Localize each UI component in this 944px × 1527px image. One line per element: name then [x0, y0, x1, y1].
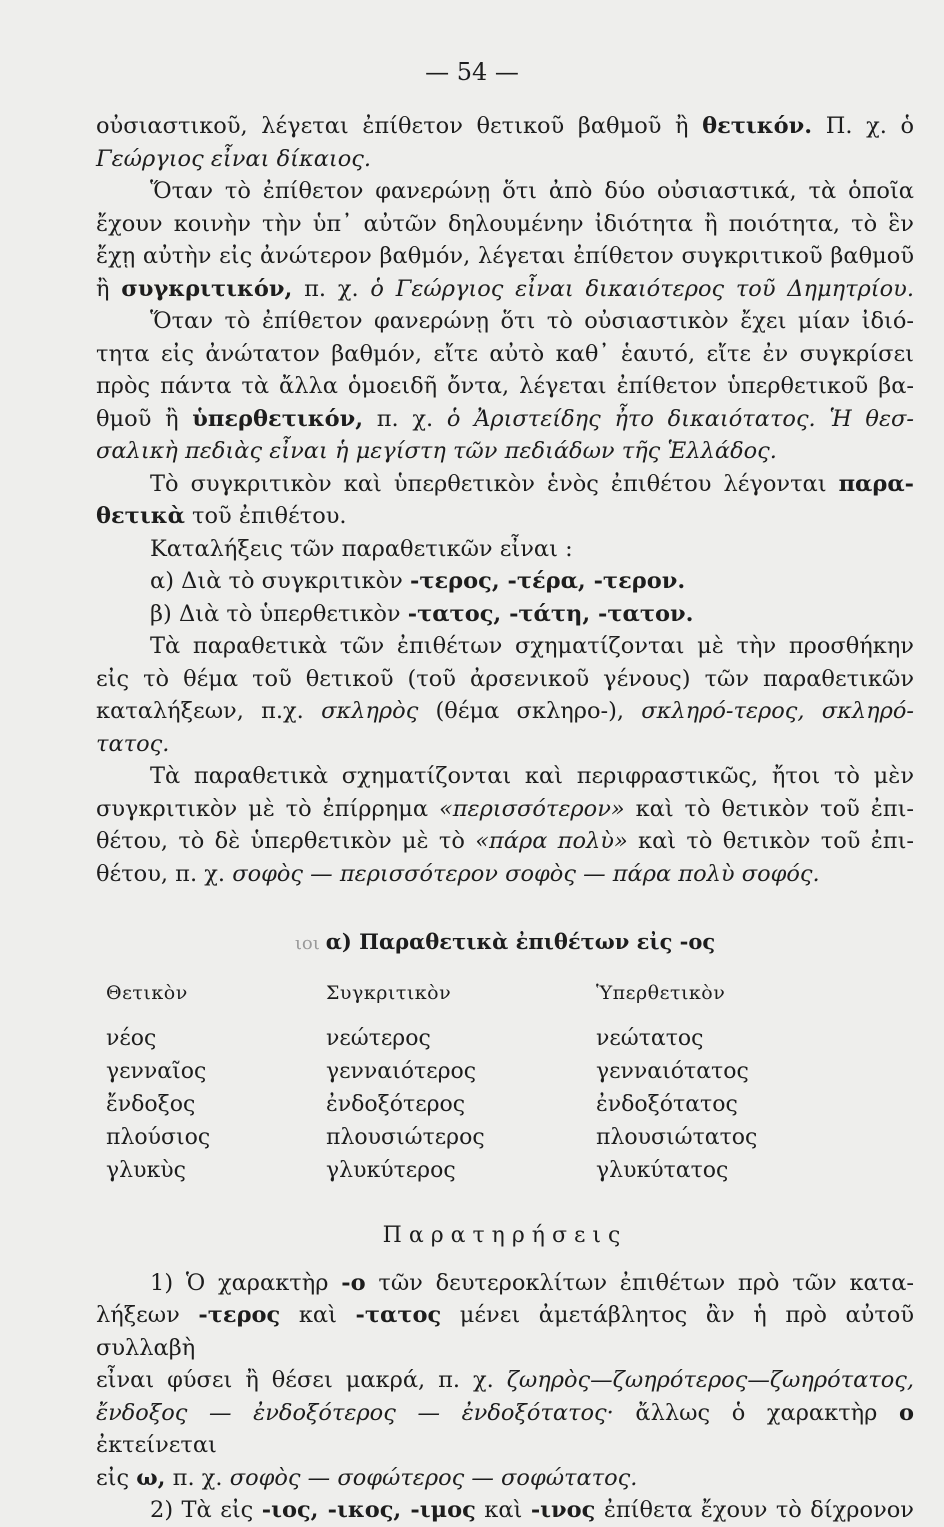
table-header-row	[106, 977, 836, 1024]
text-line: θετικὰ τοῦ ἐπιθέτου.	[96, 503, 347, 529]
text-line: συγκριτικὸν μὲ τὸ ἐπίρρημα «περισσότερον» καὶ τὸ θετικὸν τοῦ ἐπι-	[96, 795, 915, 822]
table-cell: γλυκύτερος	[326, 1158, 456, 1183]
stray-print-mark: ιοι	[294, 933, 320, 954]
table-cell: γλυκύτατος	[596, 1158, 729, 1183]
column-header: Θετικὸν	[106, 981, 188, 1004]
table-cell: ἐνδοξότατος	[596, 1092, 738, 1117]
table-cell: γενναιότατος	[596, 1059, 749, 1084]
text-line: β) Διὰ τὸ ὑπερθετικὸν -τατος, -τάτη, -τατον.	[150, 600, 694, 627]
text-line: ἔνδοξος — ἐνδοξότερος — ἐνδοξότατος· ἄλλως ὁ χαρακτὴρ ο ἐκτείνεται	[96, 1399, 915, 1458]
table-cell: νεώτερος	[326, 1026, 431, 1051]
table-row	[106, 1122, 836, 1155]
table-row	[106, 1023, 836, 1056]
page-number: — 54 —	[425, 58, 519, 86]
table-cell: γενναιότερος	[326, 1059, 477, 1084]
text-line: Γεώργιος εἶναι δίκαιος.	[96, 145, 372, 172]
spacer	[96, 890, 914, 918]
text-line: λήξεων -τερος καὶ -τατος μένει ἀμετάβλητος ἂν ἡ πρὸ αὐτοῦ συλλαβὴ	[96, 1302, 915, 1361]
text-line: ἢ συγκριτικόν, π. χ. ὁ Γεώργιος εἶναι δικαιότερος τοῦ Δημητρίου.	[96, 275, 914, 302]
text-line: Τὰ παραθετικὰ σχηματίζονται καὶ περιφραστικῶς, ἤτοι τὸ μὲν	[150, 763, 914, 789]
table-cell: πλουσιώτερος	[326, 1125, 485, 1150]
text-line: εἰς ω, π. χ. σοφὸς — σοφώτερος — σοφώτατος.	[96, 1464, 638, 1491]
text-line: πρὸς πάντα τὰ ἄλλα ὁμοειδῆ ὄντα, λέγεται ἐπίθετον ὑπερθετικοῦ βα-	[96, 373, 914, 399]
page-body	[96, 110, 914, 1527]
text-line: Καταλήξεις τῶν παραθετικῶν εἶναι :	[150, 535, 573, 562]
text-line: ἔχῃ αὐτὴν εἰς ἀνώτερον βαθμόν, λέγεται ἐπίθετον συγκριτικοῦ βαθμοῦ	[96, 243, 914, 269]
text-line: Ὅταν τὸ ἐπίθετον φανερώνῃ ὅτι τὸ οὐσιαστικὸν ἔχει μίαν ἰδιό-	[150, 308, 914, 334]
table-cell: πλουσιώτατος	[596, 1125, 758, 1150]
text-line: θέτου, π. χ. σοφὸς — περισσότερον σοφὸς — πάρα πολὺ σοφός.	[96, 860, 820, 887]
text-line: εἶναι φύσει ἢ θέσει μακρά, π. χ. ζωηρὸς—ζωηρότερος—ζωηρότατος,	[96, 1367, 915, 1393]
text-line: α) Διὰ τὸ συγκριτικὸν -τερος, -τέρα, -τερον.	[150, 568, 686, 594]
comparison-table	[106, 977, 836, 1189]
text-line: Τὸ συγκριτικὸν καὶ ὑπερθετικὸν ἑνὸς ἐπιθέτου λέγονται παρα-	[150, 470, 914, 497]
table-cell: γενναῖος	[106, 1059, 207, 1084]
table-cell: πλούσιος	[106, 1125, 211, 1150]
table-row	[106, 1089, 836, 1122]
table-cell: ἐνδοξότερος	[326, 1092, 466, 1117]
column-header: Ὑπερθετικὸν	[596, 981, 726, 1004]
table-row	[106, 1056, 836, 1089]
text-line: θέτου, τὸ δὲ ὑπερθετικὸν μὲ τὸ «πάρα πολὺ» καὶ τὸ θετικὸν τοῦ ἐπι-	[96, 828, 915, 854]
text-line: σαλικὴ πεδιὰς εἶναι ἡ μεγίστη τῶν πεδιάδων τῆς Ἑλλάδος.	[96, 438, 777, 464]
text-line: ἔχουν κοινὴν τὴν ὑπ᾽ αὐτῶν δηλουμένην ἰδιότητα ἢ ποιότητα, τὸ ἓν	[96, 210, 914, 237]
table-cell: ἔνδοξος	[106, 1092, 196, 1117]
column-header: Συγκριτικὸν	[326, 981, 452, 1004]
text-line: οὐσιαστικοῦ, λέγεται ἐπίθετον θετικοῦ βαθμοῦ ἢ θετικόν. Π. χ. ὁ	[96, 113, 914, 139]
table-cell: νεώτατος	[596, 1026, 704, 1051]
table-cell: γλυκὺς	[106, 1158, 186, 1183]
text-line: εἰς τὸ θέμα τοῦ θετικοῦ (τοῦ ἀρσενικοῦ γένους) τῶν παραθετικῶν	[96, 665, 914, 692]
table-title: ιοι α) Παραθετικὰ ἐπιθέτων εἰς -ος	[294, 929, 716, 954]
notes-heading: Παρατηρήσεις	[382, 1223, 628, 1248]
text-line: Ὅταν τὸ ἐπίθετον φανερώνῃ ὅτι ἀπὸ δύο οὐσιαστικά, τὰ ὁποῖα	[150, 178, 914, 204]
text-line: 2) Τὰ εἰς -ιος, -ικος, -ιμος καὶ -ινος ἐπίθετα ἔχουν τὸ δίχρονον	[150, 1497, 914, 1523]
text-line: Τὰ παραθετικὰ τῶν ἐπιθέτων σχηματίζονται μὲ τὴν προσθήκην	[150, 633, 914, 659]
table-cell: νέος	[106, 1026, 157, 1051]
text-line: τητα εἰς ἀνώτατον βαθμόν, εἴτε αὐτὸ καθ᾽ ἑαυτό, εἴτε ἐν συγκρίσει	[96, 340, 914, 367]
table-row	[106, 1155, 836, 1188]
text-line: καταλήξεων, π.χ. σκληρὸς (θέμα σκληρο-), σκληρό-τερος, σκληρό-τατος.	[96, 698, 915, 757]
text-line: θμοῦ ἢ ὑπερθετικόν, π. χ. ὁ Ἀριστείδης ἦτο δικαιότατος. Ἡ θεσ-	[96, 405, 914, 432]
text-line: 1) Ὁ χαρακτὴρ -ο τῶν δευτεροκλίτων ἐπιθέτων πρὸ τῶν κατα-	[150, 1269, 914, 1296]
